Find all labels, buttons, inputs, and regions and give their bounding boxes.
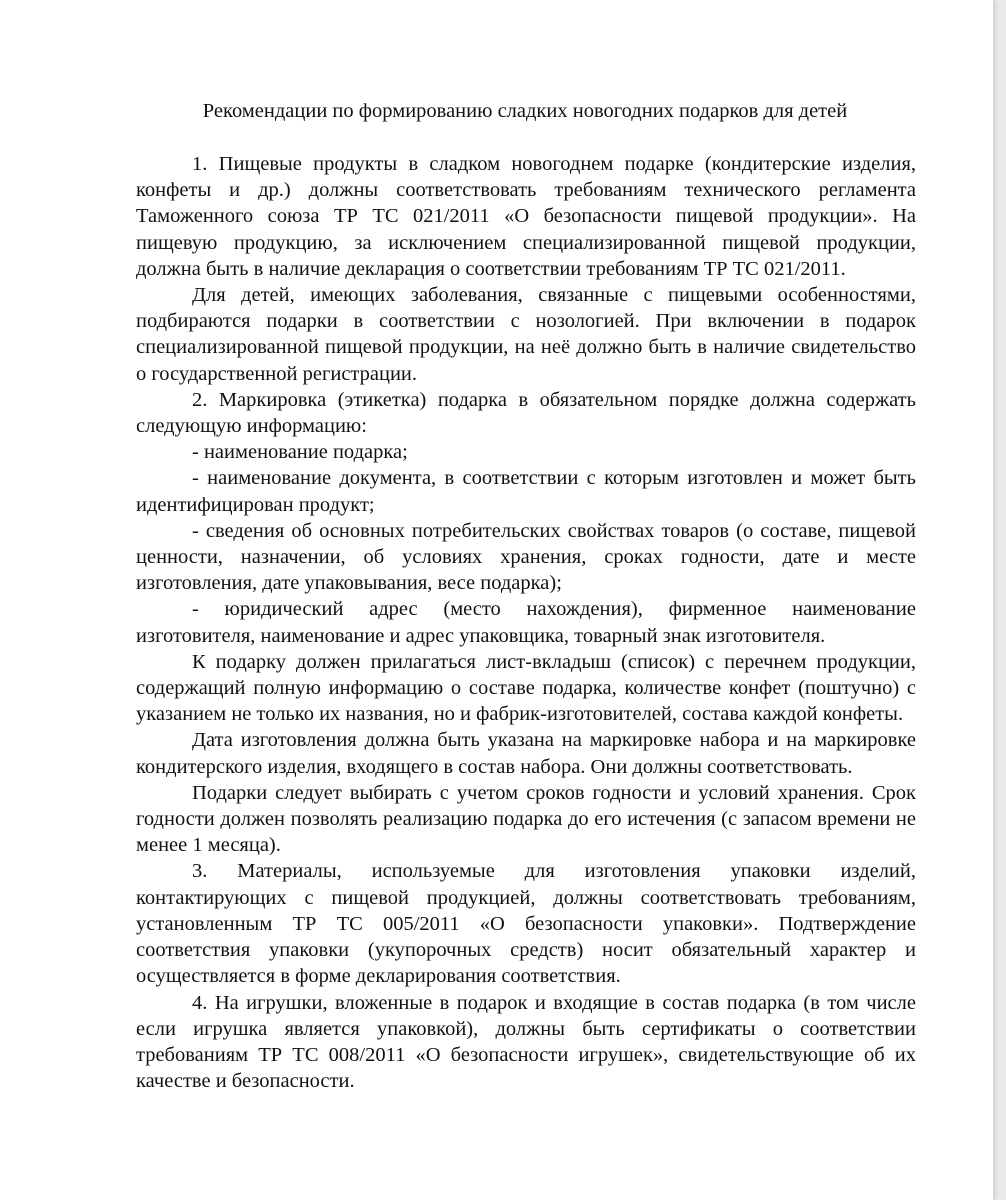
paragraph-shelf-life: Подарки следует выбирать с учетом сроков годности и условий хранения. Срок годности должен позволять реализацию подарка до его истечения (с запасом времени не менее 1 месяца). — [136, 781, 916, 857]
paragraph-1: 1. Пищевые продукты в сладком новогоднем подарке (кондитерские изделия, конфеты и др.) должны соответствовать требованиям технического регламента Таможенного союза ТР ТС 021/2011 «О безопасности пищевой продукции». На пищевую продукцию, за исключением специализированной пищевой продукции, должна быть в наличие декларация о соответствии требованиям ТР ТС 021/2011. — [136, 153, 916, 280]
list-item-legal-address: - юридический адрес (место нахождения), фирменное наименование изготовителя, наименование и адрес упаковщика, товарный знак изготовителя. — [136, 598, 916, 647]
list-item-properties: - сведения об основных потребительских свойствах товаров (о составе, пищевой ценности, назначении, об условиях хранения, сроках годности, дате и месте изготовления, дате упаковывания, весе подарка); — [136, 519, 916, 595]
paragraph-2: Для детей, имеющих заболевания, связанные с пищевыми особенностями, подбираются подарки в соответствии с нозологией. При включении в подарок специализированной пищевой продукции, на неё должно быть в наличие свидетельство о государственной регистрации. — [136, 284, 916, 385]
paragraph-3: 2. Маркировка (этикетка) подарка в обязательном порядке должна содержать следующую информацию: — [136, 388, 916, 438]
paragraph-insert-sheet: К подарку должен прилагаться лист-вкладыш (список) с перечнем продукции, содержащий полную информацию о составе подарка, количестве конфет (поштучно) с указанием не только их названия, но и фабрик-изготовителей, состава каждой конфеты. — [136, 650, 916, 726]
document-title: Рекомендации по формированию сладких новогодних подарков для детей — [202, 100, 848, 122]
list-item-document-name: - наименование документа, в соответствии с которым изготовлен и может быть идентифицирован продукт; — [136, 467, 916, 516]
paragraph-manufacture-date: Дата изготовления должна быть указана на маркировке набора и на маркировке кондитерского изделия, входящего в состав набора. Они должны соответствовать. — [136, 729, 916, 778]
paragraph-toys: 4. На игрушки, вложенные в подарок и входящие в состав подарка (в том числе если игрушка является упаковкой), должны быть сертификаты о соответствии требованиям ТР ТС 008/2011 «О безопасности игрушек», свидетельствующие об их качестве и безопасности. — [136, 991, 916, 1093]
list-item-gift-name: - наименование подарка; — [192, 441, 408, 464]
paragraph-packaging: 3. Материалы, используемые для изготовления упаковки изделий, контактирующих с пищевой продукцией, должны соответствовать требованиям, установленным ТР ТС 005/2011 «О безопасности упаковки». Подтверждение соответствия упаковки (укупорочных средств) носит обязательный характер и осуществляется в форме декларирования соответствия. — [136, 860, 916, 988]
document-body — [136, 151, 916, 1094]
